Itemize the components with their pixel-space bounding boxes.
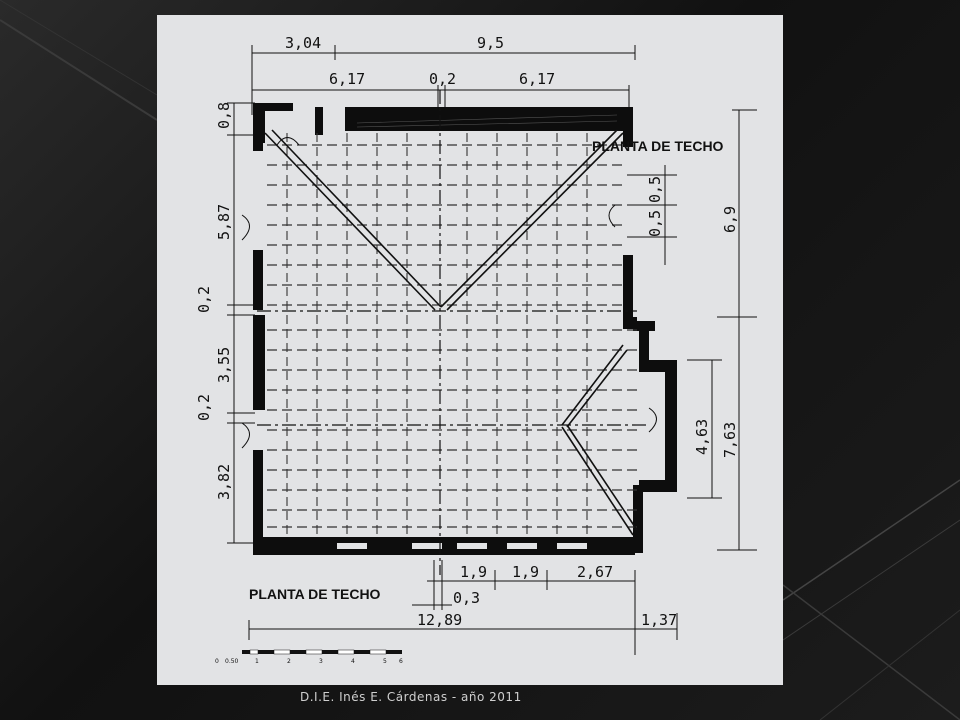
- dim-bottom-1-37: 1,37: [641, 611, 678, 629]
- ridge-lines: [257, 90, 647, 575]
- dim-bottom-2-67: 2,67: [577, 563, 614, 581]
- dim-top-6-17-right: 6,17: [519, 70, 556, 88]
- plan-title-bottom: PLANTA DE TECHO: [249, 586, 381, 602]
- dim-top-0-2: 0,2: [429, 70, 457, 88]
- scale-label: 0.50: [225, 658, 239, 665]
- scale-label: 5: [383, 658, 387, 665]
- dim-right-6-9: 6,9: [721, 205, 739, 233]
- dim-left-0-2-b: 0,2: [195, 393, 213, 421]
- door-swings: [242, 138, 657, 449]
- graphic-scale-labels: [215, 658, 403, 665]
- scale-label: 4: [351, 658, 355, 665]
- slide-footer: D.I.E. Inés E. Cárdenas - año 2011: [300, 690, 522, 704]
- dim-left-0-8: 0,8: [215, 101, 233, 129]
- dim-right-4-63: 4,63: [693, 418, 711, 455]
- dim-bottom-1-9-b: 1,9: [512, 563, 540, 581]
- dim-left-3-55: 3,55: [215, 346, 233, 383]
- dim-bottom-12-89: 12,89: [417, 611, 463, 629]
- graphic-scale: [242, 650, 402, 654]
- plan-title-top: PLANTA DE TECHO: [592, 138, 724, 154]
- dim-bottom-0-3: 0,3: [453, 589, 481, 607]
- roof-plan-sheet: [157, 15, 783, 685]
- dim-right-0-5-b: 0,5: [646, 209, 664, 237]
- scale-label: 0: [215, 658, 219, 665]
- dim-left-3-82: 3,82: [215, 463, 233, 500]
- roof-plan-drawing: [157, 15, 783, 685]
- dim-left-5-87: 5,87: [215, 203, 233, 240]
- dim-top-9-5: 9,5: [477, 34, 505, 52]
- dim-left-0-2-a: 0,2: [195, 285, 213, 313]
- dim-top-6-17-left: 6,17: [329, 70, 366, 88]
- scale-label: 3: [319, 658, 323, 665]
- dim-bottom-1-9-a: 1,9: [460, 563, 488, 581]
- dim-right-0-5-a: 0,5: [646, 175, 664, 203]
- scale-label: 1: [255, 658, 259, 665]
- scale-label: 2: [287, 658, 291, 665]
- dim-right-7-63: 7,63: [721, 421, 739, 458]
- dim-top-3-04: 3,04: [285, 34, 322, 52]
- scale-label: 6: [399, 658, 403, 665]
- roof-hip-lines: [265, 130, 637, 535]
- roof-joists: [267, 145, 637, 527]
